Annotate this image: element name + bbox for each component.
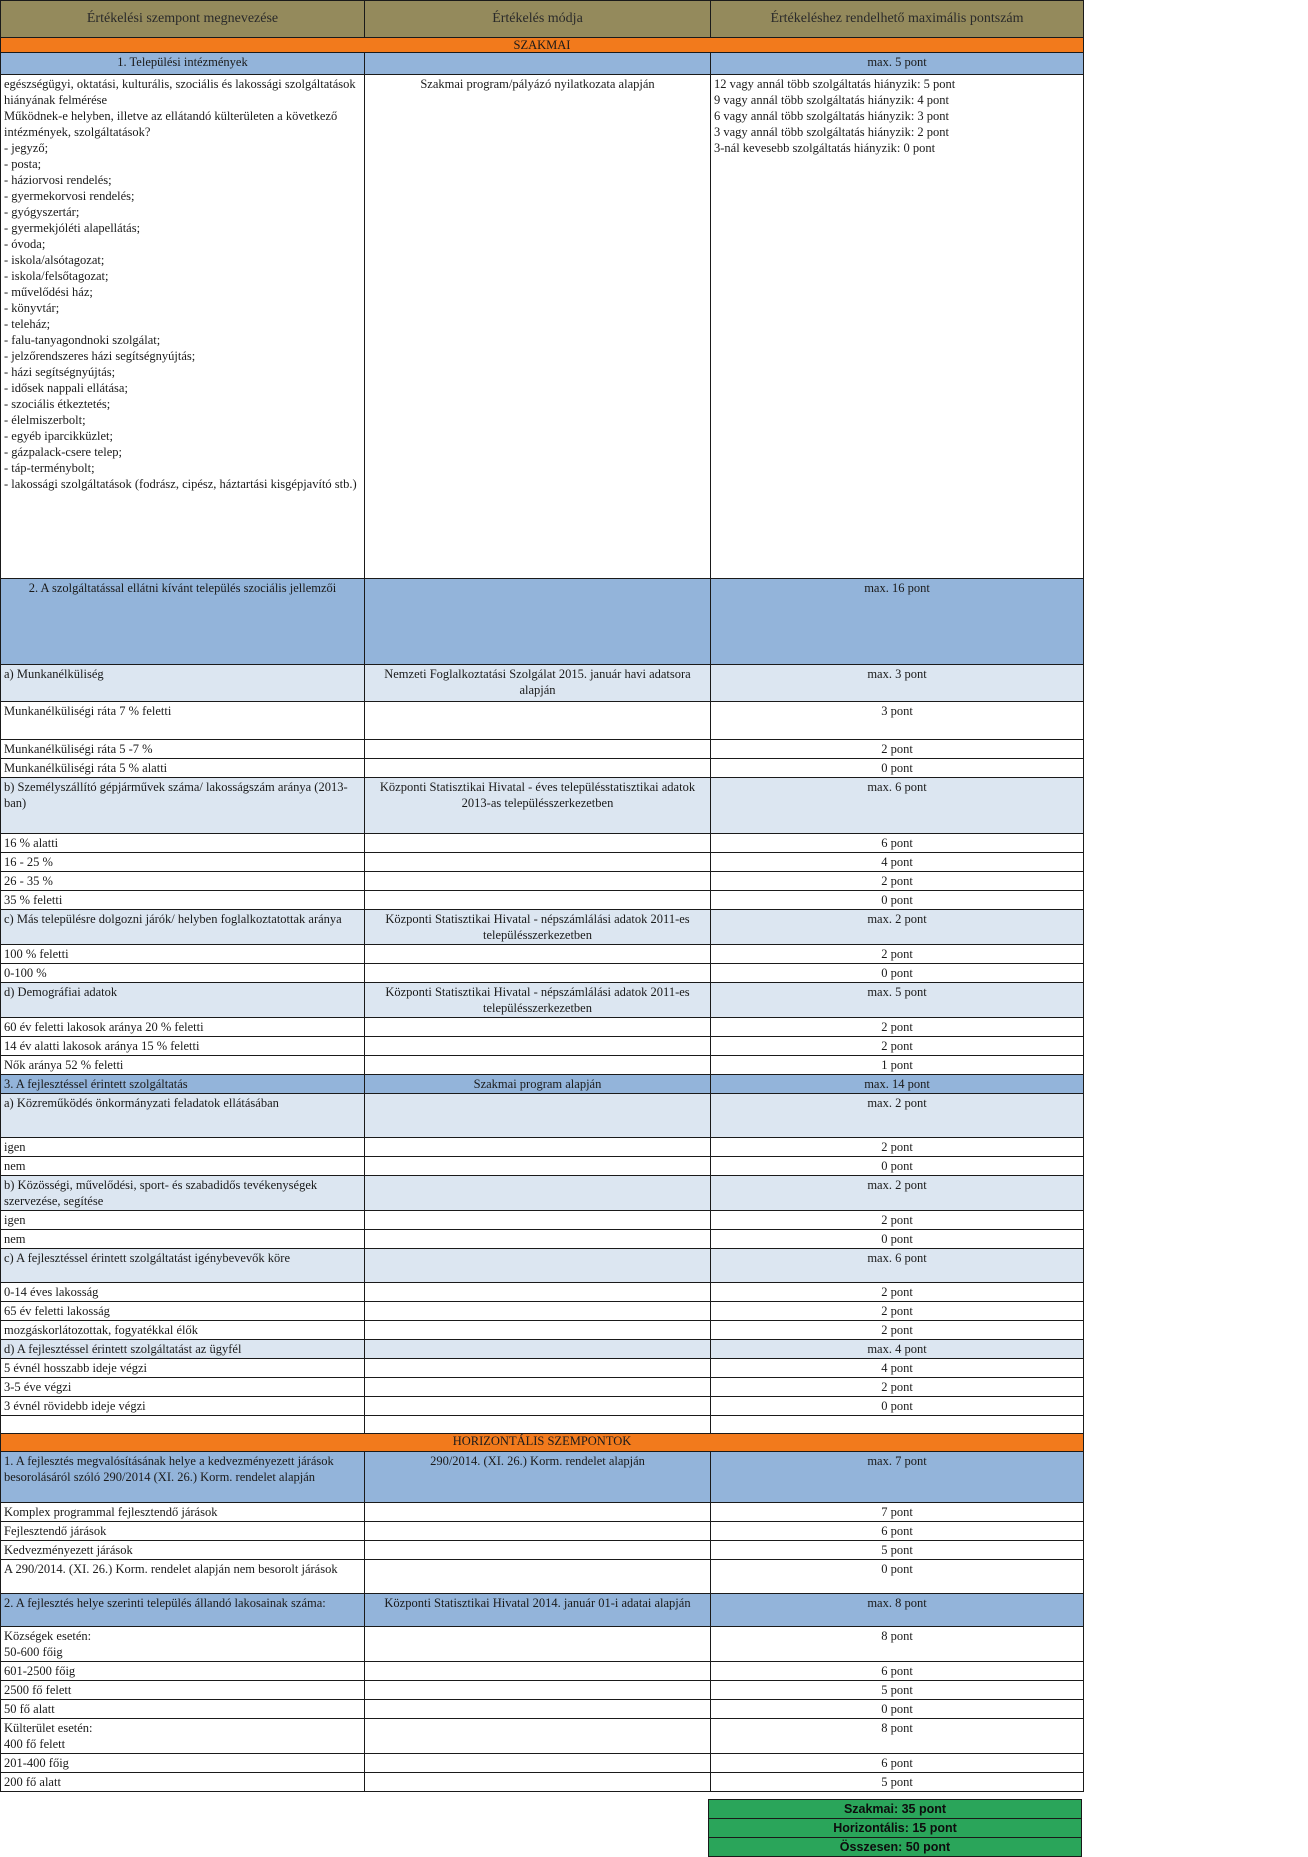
method-cell <box>365 1662 711 1681</box>
points-cell: 5 pont <box>711 1773 1084 1792</box>
criterion-cell: 0-100 % <box>1 964 365 983</box>
criterion-row <box>1 1662 1084 1681</box>
method-cell <box>365 1157 711 1176</box>
criterion-cell: 60 év feletti lakosok aránya 20 % feletti <box>1 1018 365 1037</box>
criterion-row <box>1 983 1084 1018</box>
criterion-row <box>1 1560 1084 1594</box>
method-cell <box>365 1681 711 1700</box>
method-cell: Központi Statisztikai Hivatal - népszámlálási adatok 2011-es településszerkezetben <box>365 983 711 1018</box>
criterion-cell: Nők aránya 52 % feletti <box>1 1056 365 1075</box>
criterion-cell: mozgáskorlátozottak, fogyatékkal élők <box>1 1321 365 1340</box>
points-cell: 0 pont <box>711 1700 1084 1719</box>
points-cell: 0 pont <box>711 1230 1084 1249</box>
method-cell <box>365 579 711 665</box>
points-cell: 2 pont <box>711 872 1084 891</box>
points-cell: max. 14 pont <box>711 1075 1084 1094</box>
criterion-row <box>1 1719 1084 1754</box>
method-cell <box>365 1018 711 1037</box>
method-cell <box>365 1230 711 1249</box>
criterion-row <box>1 1359 1084 1378</box>
points-cell: 12 vagy annál több szolgáltatás hiányzik: 5 pont 9 vagy annál több szolgáltatás hiányzik: 4 pont 6 vagy annál több szolgáltatás hiányzik: 3 pont 3 vagy annál több szolgáltatás hiányzik: 2 pont 3-nál kevesebb szolgáltatás hiányzik: 0 pont <box>711 75 1084 579</box>
criterion-cell: 200 fő alatt <box>1 1773 365 1792</box>
points-cell: 3 pont <box>711 702 1084 740</box>
method-cell <box>365 1249 711 1283</box>
method-cell <box>365 1037 711 1056</box>
method-cell: Központi Statisztikai Hivatal - népszámlálási adatok 2011-es településszerkezetben <box>365 910 711 945</box>
criterion-cell: nem <box>1 1157 365 1176</box>
points-cell: max. 3 pont <box>711 665 1084 702</box>
method-cell: Központi Statisztikai Hivatal 2014. január 01-i adatai alapján <box>365 1594 711 1627</box>
criterion-cell: Munkanélküliségi ráta 5 % alatti <box>1 759 365 778</box>
criterion-cell: 2. A fejlesztés helye szerinti település állandó lakosainak száma: <box>1 1594 365 1627</box>
section-title: SZAKMAI <box>1 38 1084 53</box>
criterion-cell: 16 - 25 % <box>1 853 365 872</box>
section-title: HORIZONTÁLIS SZEMPONTOK <box>1 1434 1084 1452</box>
method-cell <box>365 1056 711 1075</box>
method-cell <box>365 1211 711 1230</box>
method-cell <box>365 1719 711 1754</box>
points-cell: 2 pont <box>711 1037 1084 1056</box>
criterion-row <box>1 834 1084 853</box>
criterion-cell: 2. A szolgáltatással ellátni kívánt település szociális jellemzői <box>1 579 365 665</box>
header-max-points: Értékeléshez rendelhető maximális pontszám <box>711 1 1084 38</box>
method-cell <box>365 1522 711 1541</box>
criterion-cell: d) Demográfiai adatok <box>1 983 365 1018</box>
method-cell <box>365 740 711 759</box>
criterion-cell: c) A fejlesztéssel érintett szolgáltatást igénybevevők köre <box>1 1249 365 1283</box>
method-cell <box>365 759 711 778</box>
section-row-szakmai <box>1 38 1084 53</box>
criterion-row <box>1 1340 1084 1359</box>
criterion-row <box>1 891 1084 910</box>
criterion-row <box>1 853 1084 872</box>
criterion-cell: Fejlesztendő járások <box>1 1522 365 1541</box>
points-cell: 0 pont <box>711 1397 1084 1416</box>
points-cell: 4 pont <box>711 853 1084 872</box>
criterion-row <box>1 1176 1084 1211</box>
criterion-row <box>1 1018 1084 1037</box>
score-summary <box>708 1799 1082 1857</box>
criterion-cell: b) Személyszállító gépjárművek száma/ lakosságszám aránya (2013-ban) <box>1 778 365 834</box>
points-cell: 2 pont <box>711 1138 1084 1157</box>
points-cell: 4 pont <box>711 1359 1084 1378</box>
criterion-row <box>1 1249 1084 1283</box>
criterion-row <box>1 53 1084 75</box>
method-cell <box>365 1627 711 1662</box>
criterion-cell: 14 év alatti lakosok aránya 15 % feletti <box>1 1037 365 1056</box>
criterion-cell: Kedvezményezett járások <box>1 1541 365 1560</box>
criterion-row <box>1 945 1084 964</box>
method-cell: 290/2014. (XI. 26.) Korm. rendelet alapján <box>365 1452 711 1503</box>
points-cell: max. 5 pont <box>711 983 1084 1018</box>
criterion-cell: 5 évnél hosszabb ideje végzi <box>1 1359 365 1378</box>
criterion-cell: 201-400 főig <box>1 1754 365 1773</box>
criterion-row <box>1 759 1084 778</box>
method-cell <box>365 891 711 910</box>
points-cell: 7 pont <box>711 1503 1084 1522</box>
criterion-row <box>1 1754 1084 1773</box>
method-cell <box>365 834 711 853</box>
header-row <box>1 1 1084 38</box>
points-cell: max. 2 pont <box>711 910 1084 945</box>
section-row-horizontalis <box>1 1434 1084 1452</box>
criterion-row <box>1 665 1084 702</box>
criterion-row <box>1 1541 1084 1560</box>
method-cell <box>365 1773 711 1792</box>
points-cell: 0 pont <box>711 891 1084 910</box>
method-cell: Nemzeti Foglalkoztatási Szolgálat 2015. január havi adatsora alapján <box>365 665 711 702</box>
criterion-cell: 1. A fejlesztés megvalósításának helye a kedvezményezett járások besorolásáról szóló 290/2014 (XI. 26.) Korm. rendelet alapján <box>1 1452 365 1503</box>
criterion-row <box>1 1627 1084 1662</box>
points-cell: 2 pont <box>711 1378 1084 1397</box>
points-cell: max. 5 pont <box>711 53 1084 75</box>
points-cell: max. 6 pont <box>711 778 1084 834</box>
points-cell: max. 2 pont <box>711 1176 1084 1211</box>
points-cell: 2 pont <box>711 1302 1084 1321</box>
header-method: Értékelés módja <box>365 1 711 38</box>
criterion-cell: Külterület esetén: 400 fő felett <box>1 1719 365 1754</box>
criterion-cell: 50 fő alatt <box>1 1700 365 1719</box>
criterion-row <box>1 740 1084 759</box>
criterion-cell: 3 évnél rövidebb ideje végzi <box>1 1397 365 1416</box>
points-cell: max. 2 pont <box>711 1094 1084 1138</box>
criterion-row <box>1 1773 1084 1792</box>
method-cell: Szakmai program alapján <box>365 1075 711 1094</box>
criterion-row <box>1 1094 1084 1138</box>
method-cell <box>365 1754 711 1773</box>
criterion-row <box>1 910 1084 945</box>
criterion-cell: igen <box>1 1138 365 1157</box>
criterion-row <box>1 964 1084 983</box>
method-cell <box>365 853 711 872</box>
criterion-cell: d) A fejlesztéssel érintett szolgáltatást az ügyfél <box>1 1340 365 1359</box>
criterion-row <box>1 1230 1084 1249</box>
method-cell <box>365 1397 711 1416</box>
points-cell: max. 7 pont <box>711 1452 1084 1503</box>
criterion-row <box>1 702 1084 740</box>
criterion-cell: a) Közreműködés önkormányzati feladatok ellátásában <box>1 1094 365 1138</box>
points-cell: 5 pont <box>711 1681 1084 1700</box>
method-cell <box>365 1378 711 1397</box>
points-cell: 6 pont <box>711 1662 1084 1681</box>
criterion-row <box>1 1302 1084 1321</box>
criterion-cell: 1. Települési intézmények <box>1 53 365 75</box>
criterion-row <box>1 1283 1084 1302</box>
criterion-cell: 3. A fejlesztéssel érintett szolgáltatás <box>1 1075 365 1094</box>
criterion-row <box>1 1075 1084 1094</box>
criterion-row <box>1 1452 1084 1503</box>
method-cell <box>365 1094 711 1138</box>
criterion-cell: 35 % feletti <box>1 891 365 910</box>
criterion-cell: 100 % feletti <box>1 945 365 964</box>
points-cell: 8 pont <box>711 1627 1084 1662</box>
points-cell: 0 pont <box>711 1157 1084 1176</box>
points-cell: max. 4 pont <box>711 1340 1084 1359</box>
points-cell: 0 pont <box>711 759 1084 778</box>
points-cell: 2 pont <box>711 1283 1084 1302</box>
points-cell: max. 16 pont <box>711 579 1084 665</box>
criterion-cell: 2500 fő felett <box>1 1681 365 1700</box>
criterion-cell: a) Munkanélküliség <box>1 665 365 702</box>
method-cell <box>365 1359 711 1378</box>
criterion-row <box>1 1594 1084 1627</box>
criterion-row <box>1 872 1084 891</box>
points-cell: 2 pont <box>711 1211 1084 1230</box>
criterion-row <box>1 1700 1084 1719</box>
criterion-cell: 26 - 35 % <box>1 872 365 891</box>
method-cell <box>365 1340 711 1359</box>
criterion-cell: 65 év feletti lakosság <box>1 1302 365 1321</box>
criterion-row <box>1 1503 1084 1522</box>
criterion-cell: 601-2500 főig <box>1 1662 365 1681</box>
summary-szakmai: Szakmai: 35 pont <box>708 1799 1082 1819</box>
criterion-cell: Községek esetén: 50-600 főig <box>1 1627 365 1662</box>
criterion-row <box>1 1522 1084 1541</box>
criterion-cell: Komplex programmal fejlesztendő járások <box>1 1503 365 1522</box>
criterion-cell: egészségügyi, oktatási, kulturális, szociális és lakossági szolgáltatások hiányának felmérése Működnek-e helyben, illetve az ellátandó külterületen a következő intézmények, szolgáltatások? - jegyző; - posta; - háziorvosi rendelés; - gyermekorvosi rendelés; - gyógyszertár; - gyermekjóléti alapellátás; - óvoda; - iskola/alsótagozat; - iskola/felsőtagozat; - művelődési ház; - könyvtár; - teleház; - falu-tanyagondnoki szolgálat; - jelzőrendszeres házi segítségnyújtás; - házi segítségnyújtás; - idősek nappali ellátása; - szociális étkeztetés; - élelmiszerbolt; - egyéb iparcikküzlet; - gázpalack-csere telep; - táp-terménybolt; - lakossági szolgáltatások (fodrász, cipész, háztartási kisgépjavító stb.) <box>1 75 365 579</box>
method-cell <box>365 945 711 964</box>
points-cell: 1 pont <box>711 1056 1084 1075</box>
method-cell <box>365 1541 711 1560</box>
method-cell <box>365 1138 711 1157</box>
criterion-cell: nem <box>1 1230 365 1249</box>
criterion-row <box>1 1681 1084 1700</box>
criterion-cell: 16 % alatti <box>1 834 365 853</box>
criterion-row <box>1 1378 1084 1397</box>
method-cell <box>365 1503 711 1522</box>
method-cell <box>365 1560 711 1594</box>
points-cell <box>711 1416 1084 1434</box>
method-cell <box>365 872 711 891</box>
points-cell: max. 8 pont <box>711 1594 1084 1627</box>
method-cell <box>365 1416 711 1434</box>
criterion-cell: igen <box>1 1211 365 1230</box>
criterion-row <box>1 579 1084 665</box>
points-cell: 5 pont <box>711 1541 1084 1560</box>
points-cell: 6 pont <box>711 1754 1084 1773</box>
criterion-row <box>1 778 1084 834</box>
method-cell <box>365 702 711 740</box>
method-cell <box>365 1302 711 1321</box>
method-cell <box>365 1176 711 1211</box>
points-cell: 6 pont <box>711 834 1084 853</box>
method-cell <box>365 1283 711 1302</box>
criterion-row <box>1 1056 1084 1075</box>
points-cell: 0 pont <box>711 1560 1084 1594</box>
criterion-row <box>1 1037 1084 1056</box>
criterion-cell: b) Közösségi, művelődési, sport- és szabadidős tevékenységek szervezése, segítése <box>1 1176 365 1211</box>
criterion-row <box>1 1157 1084 1176</box>
points-cell: 2 pont <box>711 1321 1084 1340</box>
method-cell <box>365 1700 711 1719</box>
method-cell: Központi Statisztikai Hivatal - éves településstatisztikai adatok 2013-as településszerkezetben <box>365 778 711 834</box>
criterion-cell: 0-14 éves lakosság <box>1 1283 365 1302</box>
points-cell: 8 pont <box>711 1719 1084 1754</box>
method-cell <box>365 964 711 983</box>
criterion-row <box>1 75 1084 579</box>
criterion-cell: Munkanélküliségi ráta 7 % feletti <box>1 702 365 740</box>
summary-horizontalis: Horizontális: 15 pont <box>708 1819 1082 1838</box>
points-cell: 2 pont <box>711 1018 1084 1037</box>
points-cell: 2 pont <box>711 945 1084 964</box>
criterion-cell: A 290/2014. (XI. 26.) Korm. rendelet alapján nem besorolt járások <box>1 1560 365 1594</box>
criterion-cell: c) Más településre dolgozni járók/ helyben foglalkoztatottak aránya <box>1 910 365 945</box>
criterion-row <box>1 1416 1084 1434</box>
summary-osszesen: Összesen: 50 pont <box>708 1838 1082 1857</box>
criterion-row <box>1 1397 1084 1416</box>
criterion-cell: 3-5 éve végzi <box>1 1378 365 1397</box>
method-cell <box>365 1321 711 1340</box>
criterion-row <box>1 1321 1084 1340</box>
criterion-cell: Munkanélküliségi ráta 5 -7 % <box>1 740 365 759</box>
criterion-cell <box>1 1416 365 1434</box>
method-cell <box>365 53 711 75</box>
header-criterion: Értékelési szempont megnevezése <box>1 1 365 38</box>
points-cell: 2 pont <box>711 740 1084 759</box>
points-cell: max. 6 pont <box>711 1249 1084 1283</box>
method-cell: Szakmai program/pályázó nyilatkozata alapján <box>365 75 711 579</box>
points-cell: 6 pont <box>711 1522 1084 1541</box>
criterion-row <box>1 1138 1084 1157</box>
criterion-row <box>1 1211 1084 1230</box>
points-cell: 0 pont <box>711 964 1084 983</box>
